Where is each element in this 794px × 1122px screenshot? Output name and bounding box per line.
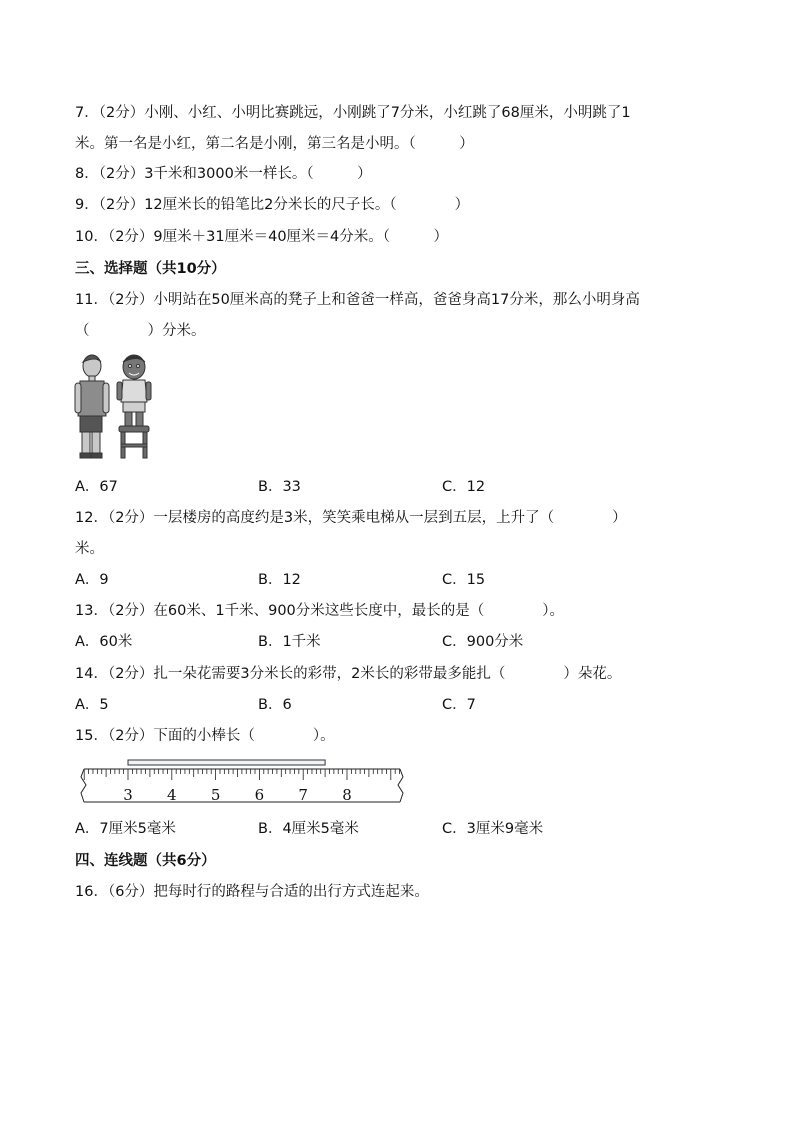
xiaoming-figure [117,355,151,426]
q7-line-2: 米。第一名是小红，第二名是小刚，第三名是小明。（ ） [75,136,474,152]
q11-line-1: 11．（2分）小明站在50厘米高的凳子上和爸爸一样高，爸爸身高17分米，那么小明身高 [75,292,640,308]
q13-options [75,632,715,652]
q7-line-1: 7．（2分）小刚、小红、小明比赛跳远，小刚跳了7分米，小红跳了68厘米，小明跳了1 [75,105,631,121]
q11-option-c[interactable]: C．12 [442,479,486,495]
q15-option-a[interactable]: A．7厘米5毫米 [75,821,176,837]
q13-option-b[interactable]: B．1千米 [258,634,321,650]
stool [119,426,149,458]
q14-text: 14．（2分）扎一朵花需要3分米长的彩带，2米长的彩带最多能扎（ ）朵花。 [75,666,622,682]
q11-options [75,477,715,497]
q16-text: 16．（6分）把每时行的路程与合适的出行方式连起来。 [75,884,429,900]
q14-option-c[interactable]: C．7 [442,697,476,713]
ruler-label-4: 4 [167,786,177,804]
q12-options [75,570,715,590]
q13-option-a[interactable]: A．60米 [75,634,133,650]
q9-text: 9．（2分）12厘米长的铅笔比2分米长的尺子长。（ ） [75,197,470,213]
q12-option-a[interactable]: A．9 [75,572,109,588]
q15-option-c[interactable]: C．3厘米9毫米 [442,821,544,837]
q12-line-1: 12．（2分）一层楼房的高度约是3米，笑笑乘电梯从一层到五层，上升了（ ） [75,510,627,526]
q12-option-b[interactable]: B．12 [258,572,301,588]
q11-option-b[interactable]: B．33 [258,479,301,495]
ruler-ticks [84,769,399,780]
ruler-label-8: 8 [342,786,352,804]
ruler-label-5: 5 [210,786,221,804]
q15-option-b[interactable]: B．4厘米5毫米 [258,821,359,837]
q15-text: 15．（2分）下面的小棒长（ ）。 [75,728,335,744]
section-3-title: 三、选择题（共10分） [75,261,226,277]
q10-text: 10．（2分）9厘米＋31厘米＝40厘米＝4分米。（ ） [75,229,449,245]
q11-line-2: （ ）分米。 [75,323,206,339]
section-4-title: 四、连线题（共6分） [75,853,216,869]
father-figure [75,355,109,458]
ruler-right-break [398,769,403,802]
father-and-xiaoming-illustration [74,350,158,462]
q14-option-b[interactable]: B．6 [258,697,292,713]
q15-options [75,819,715,839]
q11-option-a[interactable]: A．67 [75,479,118,495]
ruler-with-rod [80,758,404,806]
q8-text: 8．（2分）3千米和3000米一样长。（ ） [75,166,372,182]
ruler-left-break [81,769,86,802]
measured-rod [128,760,325,765]
q14-option-a[interactable]: A．5 [75,697,109,713]
ruler-label-7: 7 [298,786,308,804]
q12-line-2: 米。 [75,541,104,557]
ruler-label-6: 6 [254,786,265,804]
ruler-label-3: 3 [123,786,133,804]
q13-text: 13．（2分）在60米、1千米、900分米这些长度中，最长的是（ ）。 [75,603,565,619]
q12-option-c[interactable]: C．15 [442,572,486,588]
q14-options [75,695,715,715]
q13-option-c[interactable]: C．900分米 [442,634,524,650]
